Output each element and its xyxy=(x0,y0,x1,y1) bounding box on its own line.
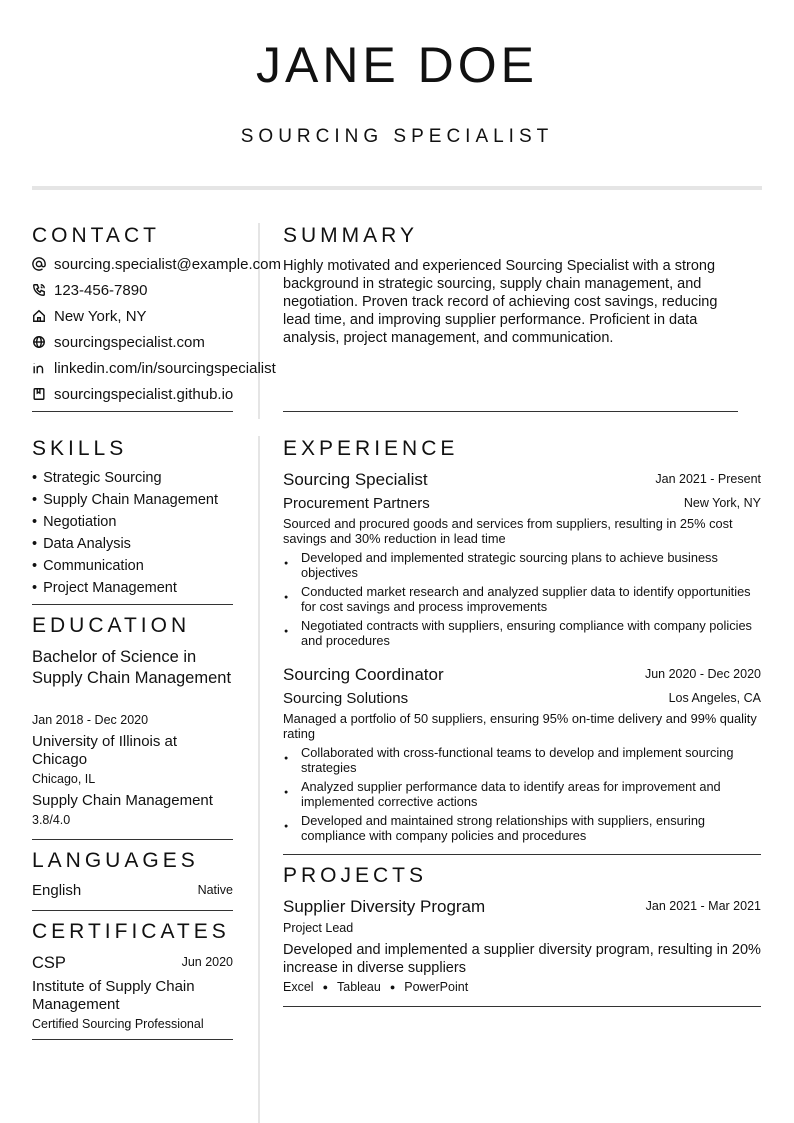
job-company: Sourcing Solutions xyxy=(283,690,409,707)
languages-divider xyxy=(32,910,233,911)
experience-divider xyxy=(283,854,761,855)
contact-linkedin-text: linkedin.com/in/sourcingspecialist xyxy=(54,360,276,377)
job-title-header: SOURCING SPECIALIST xyxy=(240,126,554,147)
globe-icon xyxy=(32,335,46,349)
project-tool: Excel xyxy=(283,980,314,994)
language-name: English xyxy=(32,882,82,899)
education-location: Chicago, IL xyxy=(32,772,96,786)
skills-heading: SKILLS xyxy=(32,437,128,460)
header-divider xyxy=(32,186,762,190)
certificate-description: Certified Sourcing Professional xyxy=(32,1017,204,1031)
education-school: University of Illinois at Chicago xyxy=(32,733,178,768)
job-dates: Jan 2021 - Present xyxy=(655,472,761,486)
education-dates: Jan 2018 - Dec 2020 xyxy=(32,713,149,727)
languages-heading: LANGUAGES xyxy=(32,849,199,872)
job-dates: Jun 2020 - Dec 2020 xyxy=(644,667,761,681)
contact-github-text: sourcingspecialist.github.io xyxy=(54,386,234,403)
job-location: New York, NY xyxy=(683,496,761,510)
contact-website[interactable] xyxy=(32,334,205,354)
contact-phone-text: 123-456-7890 xyxy=(54,282,148,299)
home-icon xyxy=(32,309,46,323)
github-icon xyxy=(32,387,46,401)
job-bullet: ● Developed and implemented strategic sourcing plans to achieve business objectives xyxy=(283,550,761,580)
education-degree: Bachelor of Science in Supply Chain Management xyxy=(32,648,232,687)
summary-divider xyxy=(283,411,738,412)
contact-github[interactable] xyxy=(32,386,233,406)
language-level: Native xyxy=(197,883,233,897)
project-description: Developed and implemented a supplier diversity program, resulting in 20% increase in diverse suppliers xyxy=(283,942,761,976)
skill-item: • Data Analysis xyxy=(32,536,131,552)
education-divider xyxy=(32,839,233,840)
contact-email-text: sourcing.specialist@example.com xyxy=(54,256,281,273)
skills-divider xyxy=(32,604,233,605)
education-heading: EDUCATION xyxy=(32,614,191,637)
contact-location-text: New York, NY xyxy=(54,308,147,325)
project-role: Project Lead xyxy=(283,921,354,935)
skill-item: • Supply Chain Management xyxy=(32,492,218,508)
job-title: Sourcing Specialist xyxy=(283,470,428,489)
projects-heading: PROJECTS xyxy=(283,864,428,887)
project-tool: PowerPoint xyxy=(404,980,469,994)
phone-icon xyxy=(32,283,46,297)
project-name: Supplier Diversity Program xyxy=(283,897,486,916)
education-field: Supply Chain Management xyxy=(32,792,213,809)
project-dates: Jan 2021 - Mar 2021 xyxy=(645,899,761,913)
job-location: Los Angeles, CA xyxy=(668,691,761,705)
projects-divider xyxy=(283,1006,761,1007)
job-bullet: ● Collaborated with cross-functional teams to develop and implement sourcing strategies xyxy=(283,745,761,775)
job-bullet: ● Conducted market research and analyzed supplier data to identify opportunities for cost savings and process improvements xyxy=(283,584,761,614)
skill-item: • Project Management xyxy=(32,580,177,596)
certificate-issuer: Institute of Supply Chain Management xyxy=(32,978,195,1013)
certificate-date: Jun 2020 xyxy=(181,955,233,969)
certificates-divider xyxy=(32,1039,233,1040)
contact-location xyxy=(32,308,147,328)
summary-heading: SUMMARY xyxy=(283,224,418,247)
skill-item: • Negotiation xyxy=(32,514,116,530)
column-divider-top xyxy=(258,223,260,419)
candidate-name: JANE DOE xyxy=(255,37,539,93)
certificates-heading: CERTIFICATES xyxy=(32,920,230,943)
project-tool: Tableau xyxy=(337,980,381,994)
column-divider-bottom xyxy=(258,436,260,1123)
contact-heading: CONTACT xyxy=(32,224,160,247)
summary-text: Highly motivated and experienced Sourcing Specialist with a strong background in strategic sourcing, supply chain management, and negotiation. Proven track record of achieving cost savings, reducing lead time, and improving supplier performance. Proficient in data analysis, project management, and communication. xyxy=(283,258,718,346)
job-bullet: ● Negotiated contracts with suppliers, ensuring compliance with company policies and procedures xyxy=(283,618,761,648)
contact-phone[interactable] xyxy=(32,282,147,302)
contact-website-text: sourcingspecialist.com xyxy=(54,334,205,351)
education-gpa: 3.8/4.0 xyxy=(32,813,71,827)
skill-item: • Strategic Sourcing xyxy=(32,470,162,486)
contact-divider xyxy=(32,411,233,412)
tool-separator: ● xyxy=(389,982,396,992)
project-tools xyxy=(283,980,468,994)
certificate-name: CSP xyxy=(32,954,66,972)
at-icon xyxy=(32,257,46,271)
job-bullet: ● Analyzed supplier performance data to identify areas for improvement and implemented corrective actions xyxy=(283,779,761,809)
tool-separator: ● xyxy=(322,982,329,992)
job-description: Sourced and procured goods and services from suppliers, resulting in 25% cost savings and 30% reduction in lead time xyxy=(283,516,733,546)
job-title: Sourcing Coordinator xyxy=(283,665,444,684)
job-bullet: ● Developed and maintained strong relationships with suppliers, ensuring compliance with company policies and procedures xyxy=(283,813,761,843)
job-company: Procurement Partners xyxy=(283,495,430,512)
experience-heading: EXPERIENCE xyxy=(283,437,459,460)
job-description: Managed a portfolio of 50 suppliers, ensuring 95% on-time delivery and 99% quality rating xyxy=(283,711,757,741)
contact-linkedin[interactable] xyxy=(32,360,276,380)
skill-item: • Communication xyxy=(32,558,144,574)
contact-email[interactable] xyxy=(32,256,281,276)
linkedin-icon xyxy=(32,361,46,375)
